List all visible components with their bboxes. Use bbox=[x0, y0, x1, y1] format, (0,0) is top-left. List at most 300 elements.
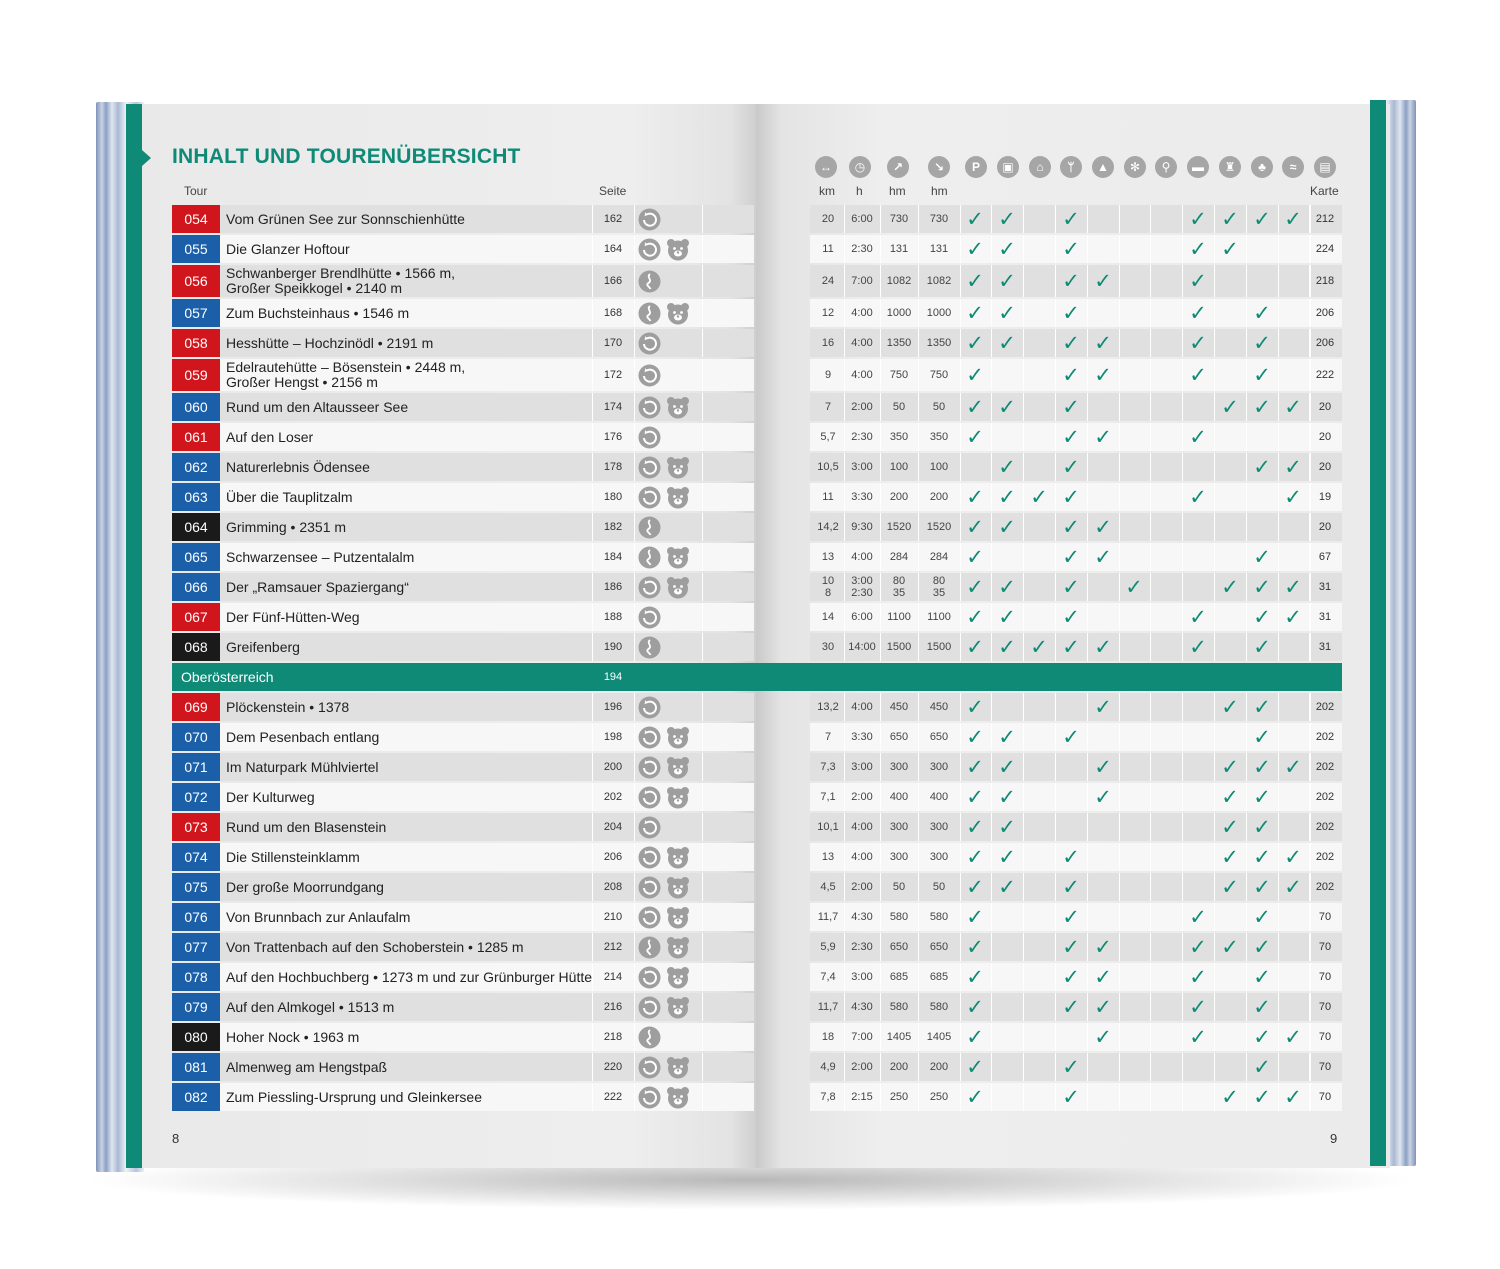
family-bear-icon bbox=[666, 546, 690, 569]
check-mark-icon: ✓ bbox=[1253, 635, 1271, 659]
column-divider bbox=[1150, 603, 1151, 631]
ascent-meters-value: 131 bbox=[889, 243, 909, 255]
tour-row[interactable] bbox=[172, 205, 1342, 233]
column-divider bbox=[1182, 723, 1183, 751]
duration-hours bbox=[844, 903, 880, 931]
distance-km bbox=[812, 329, 844, 357]
column-divider bbox=[702, 359, 703, 391]
tour-row[interactable] bbox=[172, 453, 1342, 481]
check-mark-icon: ✓ bbox=[1062, 605, 1080, 629]
column-divider bbox=[1023, 235, 1024, 263]
check-mark-icon: ✓ bbox=[966, 515, 984, 539]
distance-km-value: 7,3 bbox=[820, 761, 836, 773]
check-mark-icon: ✓ bbox=[1284, 485, 1302, 509]
tour-row[interactable] bbox=[172, 513, 1342, 541]
column-divider bbox=[1278, 299, 1279, 327]
descent-meters-value: 300 bbox=[929, 851, 949, 863]
family-bear-icon bbox=[666, 1086, 690, 1109]
column-divider bbox=[1150, 423, 1151, 451]
check-mark-icon: ✓ bbox=[966, 575, 984, 599]
column-divider bbox=[1150, 265, 1151, 297]
column-divider bbox=[702, 423, 703, 451]
column-divider bbox=[1278, 813, 1279, 841]
ascent-meters bbox=[880, 329, 918, 357]
duration-hours bbox=[844, 783, 880, 811]
column-header-tour: Tour bbox=[184, 184, 208, 198]
tour-row[interactable] bbox=[172, 393, 1342, 421]
out-and-back-tour-icon bbox=[638, 636, 661, 659]
round-tour-icon bbox=[638, 816, 661, 839]
tour-name bbox=[226, 1083, 598, 1111]
duration-hours bbox=[844, 873, 880, 901]
descent-meters bbox=[918, 299, 960, 327]
column-divider bbox=[592, 843, 593, 871]
column-divider bbox=[1023, 1053, 1024, 1081]
tour-name bbox=[226, 633, 598, 661]
column-divider bbox=[1214, 903, 1215, 931]
check-mark-icon: ✓ bbox=[1221, 755, 1239, 779]
map-number: 70 bbox=[1318, 971, 1332, 983]
distance-km-value: 14 bbox=[821, 611, 835, 623]
distance-km bbox=[812, 843, 844, 871]
distance-km bbox=[812, 963, 844, 991]
column-divider bbox=[1055, 753, 1056, 781]
column-divider bbox=[1119, 783, 1120, 811]
check-mark-icon: ✓ bbox=[1189, 237, 1207, 261]
tour-page-number: 216 bbox=[603, 1001, 623, 1013]
tour-row[interactable] bbox=[172, 633, 1342, 661]
column-divider bbox=[1087, 299, 1088, 327]
tour-row[interactable] bbox=[172, 813, 1342, 841]
tour-name-line: Rund um den Blasenstein bbox=[226, 818, 387, 835]
tour-row[interactable] bbox=[172, 903, 1342, 931]
column-divider bbox=[1119, 483, 1120, 511]
distance-km bbox=[812, 903, 844, 931]
tour-name bbox=[226, 903, 598, 931]
tour-row[interactable] bbox=[172, 359, 1342, 391]
check-mark-icon: ✓ bbox=[966, 785, 984, 809]
descent-meters bbox=[918, 235, 960, 263]
tour-name bbox=[226, 483, 598, 511]
tour-row[interactable] bbox=[172, 329, 1342, 357]
ascent-meters-value: 200 bbox=[889, 491, 909, 503]
check-mark-icon: ✓ bbox=[966, 237, 984, 261]
check-mark-icon: ✓ bbox=[966, 935, 984, 959]
column-divider bbox=[960, 453, 961, 481]
round-tour-icon bbox=[638, 726, 661, 749]
column-divider bbox=[702, 543, 703, 571]
tour-name bbox=[226, 603, 598, 631]
column-divider bbox=[1087, 843, 1088, 871]
column-divider bbox=[1214, 633, 1215, 661]
tour-page-number: 164 bbox=[603, 243, 623, 255]
distance-km-value: 10,1 bbox=[817, 821, 839, 833]
descent-meters bbox=[918, 723, 960, 751]
tour-number: 060 bbox=[172, 393, 220, 421]
round-tour-icon bbox=[638, 396, 661, 419]
column-divider bbox=[702, 1083, 703, 1111]
column-divider bbox=[1278, 1053, 1279, 1081]
tour-name bbox=[226, 963, 598, 991]
column-divider bbox=[634, 1083, 635, 1111]
check-mark-icon: ✓ bbox=[1253, 905, 1271, 929]
ascent-meters-value: 200 bbox=[889, 1061, 909, 1073]
duration-hours-value: 14:00 bbox=[848, 641, 876, 653]
tour-page-number: 200 bbox=[603, 761, 623, 773]
check-mark-icon: ✓ bbox=[1094, 331, 1112, 355]
column-divider bbox=[634, 633, 635, 661]
tour-type-icons bbox=[638, 933, 702, 961]
duration-hours-value: 7:00 bbox=[851, 1031, 873, 1043]
duration-hours bbox=[844, 963, 880, 991]
map-number: 20 bbox=[1318, 401, 1332, 413]
duration-hours bbox=[844, 329, 880, 357]
ascent-meters-value: 685 bbox=[889, 971, 909, 983]
tour-page-number: 168 bbox=[603, 307, 623, 319]
tour-row[interactable] bbox=[172, 843, 1342, 871]
tour-name-line: Zum Buchsteinhaus • 1546 m bbox=[226, 304, 410, 321]
ascent-meters-value: 650 bbox=[889, 941, 909, 953]
tour-number: 057 bbox=[172, 299, 220, 327]
duration-hours-value: 3:00 bbox=[851, 575, 873, 587]
tour-row[interactable] bbox=[172, 265, 1342, 297]
distance-km bbox=[812, 933, 844, 961]
duration-hours-value: 4:00 bbox=[851, 551, 873, 563]
column-divider bbox=[634, 573, 635, 601]
family-bear-icon bbox=[666, 756, 690, 779]
column-divider bbox=[1023, 723, 1024, 751]
column-divider bbox=[1023, 933, 1024, 961]
check-mark-icon: ✓ bbox=[1189, 605, 1207, 629]
check-mark-icon: ✓ bbox=[966, 965, 984, 989]
distance-km bbox=[812, 543, 844, 571]
tour-row[interactable] bbox=[172, 603, 1342, 631]
ascent-meters bbox=[880, 693, 918, 721]
column-divider bbox=[1055, 813, 1056, 841]
tour-row[interactable] bbox=[172, 235, 1342, 263]
distance-km-value: 5,9 bbox=[820, 941, 836, 953]
column-divider bbox=[1119, 963, 1120, 991]
check-mark-icon: ✓ bbox=[1253, 1085, 1271, 1109]
descent-meters bbox=[918, 633, 960, 661]
tour-row[interactable] bbox=[172, 693, 1342, 721]
descent-meters-value: 80 bbox=[932, 575, 946, 587]
tour-name bbox=[226, 359, 598, 391]
distance-km bbox=[812, 783, 844, 811]
check-mark-icon: ✓ bbox=[1062, 331, 1080, 355]
ascent-meters bbox=[880, 633, 918, 661]
tour-name-line: Rund um den Altausseer See bbox=[226, 398, 409, 415]
check-mark-icon: ✓ bbox=[998, 875, 1016, 899]
tour-type-icons bbox=[638, 693, 702, 721]
ascent-meters-value: 730 bbox=[889, 213, 909, 225]
tour-page-number: 186 bbox=[603, 581, 623, 593]
check-mark-icon: ✓ bbox=[966, 605, 984, 629]
column-divider bbox=[1182, 573, 1183, 601]
duration-hours bbox=[844, 359, 880, 391]
distance-km-value: 13 bbox=[821, 551, 835, 563]
ascent-meters bbox=[880, 993, 918, 1021]
tour-row[interactable] bbox=[172, 783, 1342, 811]
ascent-meters bbox=[880, 299, 918, 327]
column-divider bbox=[1087, 603, 1088, 631]
column-divider bbox=[702, 265, 703, 297]
map-number: 70 bbox=[1318, 1001, 1332, 1013]
column-divider bbox=[592, 813, 593, 841]
column-divider bbox=[634, 903, 635, 931]
tour-name bbox=[226, 423, 598, 451]
tour-number: 062 bbox=[172, 453, 220, 481]
tour-number: 068 bbox=[172, 633, 220, 661]
tour-row[interactable] bbox=[172, 299, 1342, 327]
check-mark-icon: ✓ bbox=[998, 815, 1016, 839]
distance-km-value: 30 bbox=[821, 641, 835, 653]
check-mark-icon: ✓ bbox=[998, 845, 1016, 869]
tour-type-icons bbox=[638, 265, 702, 297]
column-divider bbox=[634, 265, 635, 297]
duration-hours-value: 3:30 bbox=[851, 731, 873, 743]
tour-row[interactable] bbox=[172, 483, 1342, 511]
column-divider bbox=[1182, 873, 1183, 901]
column-divider bbox=[702, 603, 703, 631]
check-mark-icon: ✓ bbox=[966, 995, 984, 1019]
ascent-meters bbox=[880, 359, 918, 391]
column-divider bbox=[1214, 723, 1215, 751]
column-divider bbox=[1214, 483, 1215, 511]
distance-km-value: 11 bbox=[822, 491, 834, 503]
check-mark-icon: ✓ bbox=[1062, 455, 1080, 479]
tour-row[interactable] bbox=[172, 1053, 1342, 1081]
distance-km bbox=[812, 1023, 844, 1051]
check-mark-icon: ✓ bbox=[966, 1025, 984, 1049]
check-mark-icon: ✓ bbox=[1189, 635, 1207, 659]
column-divider bbox=[1023, 1023, 1024, 1051]
column-divider bbox=[634, 693, 635, 721]
check-mark-icon: ✓ bbox=[998, 575, 1016, 599]
map-number: 202 bbox=[1315, 791, 1335, 803]
duration-hours bbox=[844, 205, 880, 233]
check-mark-icon: ✓ bbox=[1189, 935, 1207, 959]
duration-hours bbox=[844, 483, 880, 511]
column-divider bbox=[702, 483, 703, 511]
check-mark-icon: ✓ bbox=[966, 755, 984, 779]
check-mark-icon: ✓ bbox=[966, 363, 984, 387]
duration-hours-value: 2:30 bbox=[851, 431, 873, 443]
ascent-meters-value: 100 bbox=[889, 461, 909, 473]
column-divider bbox=[592, 265, 593, 297]
distance-km-value: 7,4 bbox=[820, 971, 836, 983]
column-divider bbox=[592, 393, 593, 421]
column-divider bbox=[1182, 513, 1183, 541]
check-mark-icon: ✓ bbox=[1253, 815, 1271, 839]
tour-name bbox=[226, 723, 598, 751]
distance-km bbox=[812, 265, 844, 297]
tour-name bbox=[226, 299, 598, 327]
distance-km bbox=[812, 573, 844, 601]
check-mark-icon: ✓ bbox=[1062, 725, 1080, 749]
ascent-meters bbox=[880, 963, 918, 991]
round-tour-icon bbox=[638, 756, 661, 779]
tour-row[interactable] bbox=[172, 873, 1342, 901]
column-divider bbox=[1278, 513, 1279, 541]
column-divider bbox=[1182, 843, 1183, 871]
tour-name-line: Plöckenstein • 1378 bbox=[226, 698, 350, 715]
ascent-meters bbox=[880, 393, 918, 421]
ascent-meters-value: 1350 bbox=[886, 337, 912, 349]
column-divider bbox=[1119, 633, 1120, 661]
column-divider bbox=[592, 235, 593, 263]
tour-name-line: Von Brunnbach zur Anlaufalm bbox=[226, 908, 411, 925]
column-divider bbox=[1087, 483, 1088, 511]
ascent-meters bbox=[880, 1023, 918, 1051]
tour-name bbox=[226, 393, 598, 421]
column-divider bbox=[702, 813, 703, 841]
check-mark-icon: ✓ bbox=[1189, 363, 1207, 387]
check-mark-icon: ✓ bbox=[1062, 207, 1080, 231]
column-divider bbox=[1278, 783, 1279, 811]
duration-hours bbox=[844, 723, 880, 751]
column-divider bbox=[1119, 543, 1120, 571]
check-mark-icon: ✓ bbox=[998, 725, 1016, 749]
descent-meters-value: 1000 bbox=[926, 307, 952, 319]
tour-type-icons bbox=[638, 483, 702, 511]
check-mark-icon: ✓ bbox=[1221, 845, 1239, 869]
column-divider bbox=[1119, 205, 1120, 233]
column-divider bbox=[1087, 573, 1088, 601]
column-divider bbox=[592, 993, 593, 1021]
tour-type-icons bbox=[638, 1083, 702, 1111]
column-divider bbox=[702, 205, 703, 233]
tour-type-icons bbox=[638, 205, 702, 233]
tour-row[interactable] bbox=[172, 993, 1342, 1021]
column-divider bbox=[592, 453, 593, 481]
column-divider bbox=[1182, 783, 1183, 811]
descent-meters bbox=[918, 903, 960, 931]
tour-page-number: 182 bbox=[603, 521, 623, 533]
distance-km-value: 11,7 bbox=[817, 1001, 839, 1013]
tour-name bbox=[226, 813, 598, 841]
descent-meters-value: 50 bbox=[932, 881, 946, 893]
map-number: 19 bbox=[1318, 491, 1332, 503]
column-divider bbox=[702, 299, 703, 327]
check-mark-icon: ✓ bbox=[1062, 995, 1080, 1019]
column-header-km: km bbox=[819, 184, 835, 198]
descent-meters bbox=[918, 205, 960, 233]
tour-type-icons bbox=[638, 329, 702, 357]
duration-hours bbox=[844, 603, 880, 631]
duration-hours bbox=[844, 299, 880, 327]
duration-hours bbox=[844, 393, 880, 421]
duration-hours-value: 4:00 bbox=[851, 701, 873, 713]
check-mark-icon: ✓ bbox=[1189, 331, 1207, 355]
round-tour-icon bbox=[638, 364, 661, 387]
column-divider bbox=[1119, 873, 1120, 901]
tour-row[interactable] bbox=[172, 1083, 1342, 1111]
tour-name bbox=[226, 873, 598, 901]
duration-hours bbox=[844, 235, 880, 263]
tour-type-icons bbox=[638, 783, 702, 811]
column-divider bbox=[1119, 933, 1120, 961]
tour-number: 063 bbox=[172, 483, 220, 511]
distance-km-value: 7,1 bbox=[820, 791, 836, 803]
map-number: 218 bbox=[1315, 275, 1335, 287]
column-divider bbox=[1023, 603, 1024, 631]
family-bear-icon bbox=[666, 906, 690, 929]
distance-km-value: 4,5 bbox=[820, 881, 836, 893]
tour-row[interactable] bbox=[172, 963, 1342, 991]
tour-row[interactable] bbox=[172, 423, 1342, 451]
column-divider bbox=[1150, 813, 1151, 841]
check-mark-icon: ✓ bbox=[1094, 965, 1112, 989]
column-divider bbox=[1150, 205, 1151, 233]
column-divider bbox=[1150, 1023, 1151, 1051]
tour-row[interactable] bbox=[172, 933, 1342, 961]
check-mark-icon: ✓ bbox=[1253, 605, 1271, 629]
duration-hours-value: 2:00 bbox=[851, 401, 873, 413]
ascent-meters bbox=[880, 813, 918, 841]
distance-km-value: 13 bbox=[821, 851, 835, 863]
tour-name-line: Der Fünf-Hütten-Weg bbox=[226, 608, 360, 625]
column-divider bbox=[702, 573, 703, 601]
tour-row[interactable] bbox=[172, 573, 1342, 601]
distance-km-value: 7 bbox=[824, 731, 832, 743]
distance-km bbox=[812, 633, 844, 661]
tour-name-line: Dem Pesenbach entlang bbox=[226, 728, 380, 745]
tour-row[interactable] bbox=[172, 723, 1342, 751]
tour-row[interactable] bbox=[172, 543, 1342, 571]
check-mark-icon: ✓ bbox=[1094, 755, 1112, 779]
check-mark-icon: ✓ bbox=[1253, 207, 1271, 231]
column-divider bbox=[1119, 1053, 1120, 1081]
map-number: 202 bbox=[1315, 761, 1335, 773]
tour-name bbox=[226, 933, 598, 961]
duration-hours bbox=[844, 543, 880, 571]
check-mark-icon: ✓ bbox=[1125, 575, 1143, 599]
check-mark-icon: ✓ bbox=[966, 905, 984, 929]
family-bear-icon bbox=[666, 846, 690, 869]
tour-number: 082 bbox=[172, 1083, 220, 1111]
duration-hours-value: 2:00 bbox=[851, 791, 873, 803]
map-number: 202 bbox=[1315, 701, 1335, 713]
check-mark-icon: ✓ bbox=[966, 1085, 984, 1109]
column-divider bbox=[1214, 1053, 1215, 1081]
tour-name-line: Über die Tauplitzalm bbox=[226, 488, 353, 505]
round-tour-icon bbox=[638, 1056, 661, 1079]
check-mark-icon: ✓ bbox=[1221, 695, 1239, 719]
tour-number: 072 bbox=[172, 783, 220, 811]
column-divider bbox=[1087, 1053, 1088, 1081]
column-divider bbox=[1023, 843, 1024, 871]
column-divider bbox=[1150, 513, 1151, 541]
column-header-seite: Seite bbox=[599, 184, 627, 198]
column-divider bbox=[1055, 783, 1056, 811]
column-divider bbox=[1150, 359, 1151, 391]
tour-name-line: Großer Speikkogel • 2140 m bbox=[226, 280, 403, 296]
distance-km-value: 7 bbox=[824, 401, 832, 413]
tour-name-line: Vom Grünen See zur Sonnschienhütte bbox=[226, 210, 465, 227]
column-header-hm-down: hm bbox=[931, 184, 948, 198]
distance-km bbox=[812, 235, 844, 263]
duration-hours-value: 2:15 bbox=[851, 1091, 873, 1103]
column-divider bbox=[592, 753, 593, 781]
tour-row[interactable] bbox=[172, 1023, 1342, 1051]
tour-row[interactable] bbox=[172, 753, 1342, 781]
tour-number: 079 bbox=[172, 993, 220, 1021]
column-divider bbox=[1214, 993, 1215, 1021]
round-tour-icon bbox=[638, 786, 661, 809]
column-divider bbox=[1150, 783, 1151, 811]
check-mark-icon: ✓ bbox=[998, 331, 1016, 355]
